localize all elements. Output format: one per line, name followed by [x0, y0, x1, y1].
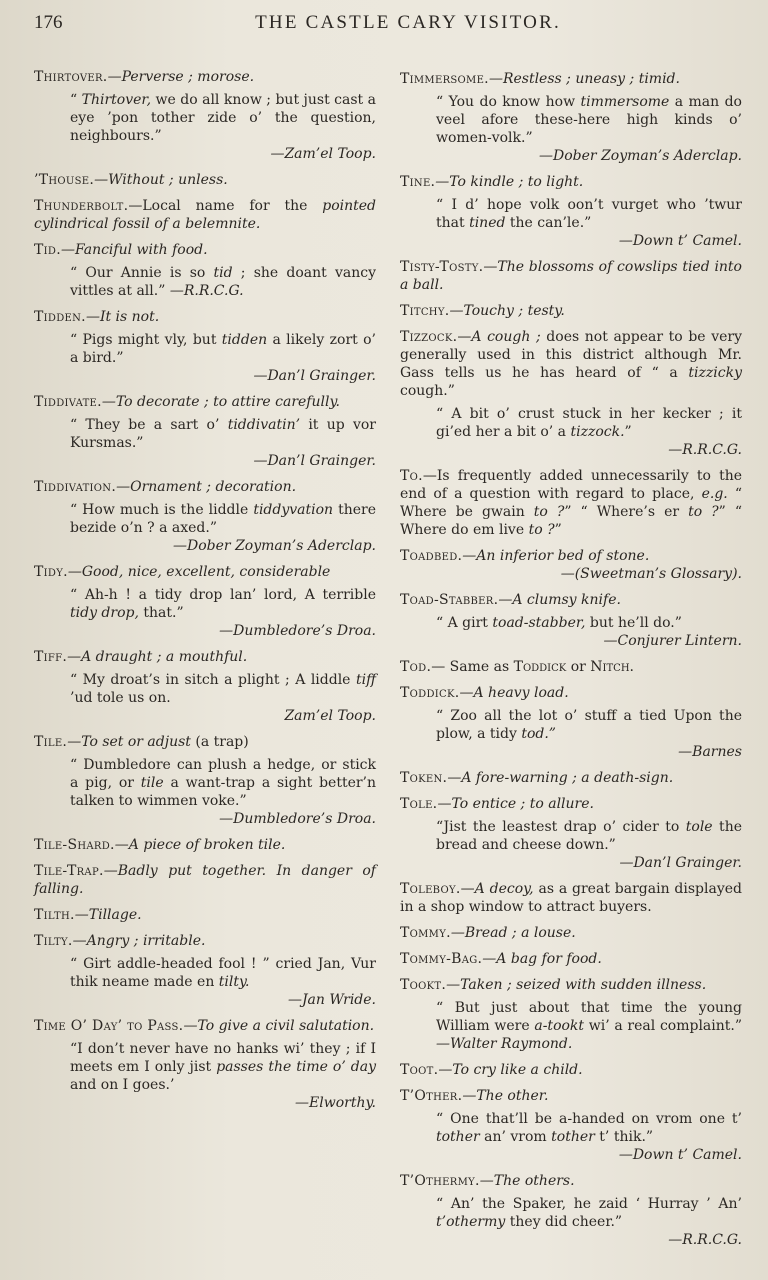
entry-head [400, 328, 742, 400]
entry-head [34, 171, 376, 189]
quotation: “ I d’ hope volk oon’t vurget who ’twur that tined the can’le.” [436, 197, 742, 231]
glossary-entry [34, 308, 376, 385]
emphasis: tiddyvation [253, 502, 334, 518]
entry-head [400, 70, 742, 88]
quotation: “ One that’ll be a-handed on vrom one t’ tother an’ vrom tother t’ thik.” [436, 1111, 742, 1145]
entry-head [400, 976, 742, 994]
emphasis: tizzicky [688, 365, 742, 381]
emphasis: tod.” [521, 726, 556, 742]
quotation-source: —Elworthy. [295, 1095, 376, 1111]
headword: Tole. [400, 796, 438, 812]
entry-head [400, 769, 742, 787]
glossary-entry [34, 563, 376, 640]
definition: —To give a civil salutation. [183, 1018, 375, 1034]
headword: Tiddivation. [34, 479, 117, 495]
glossary-entry [400, 173, 742, 250]
quotation-source: —R.R.C.G. [668, 442, 742, 458]
entry-head [34, 241, 376, 259]
quotation: “ My droat’s in sitch a plight ; A liddle tiff ’ud tole us on. [70, 672, 376, 706]
quotation: “ Zoo all the lot o’ stuff a tied Upon the plow, a tidy tod.” [436, 708, 742, 742]
definition: —To cry like a child. [438, 1062, 583, 1078]
definition: —Is frequently added unnecessarily to the end of a question with regard to place, e.g. “ Where be gwain to ?” “ Where’s er to ?” “ Where do em live to ?” [400, 468, 743, 538]
running-title: THE CASTLE CARY VISITOR. [255, 12, 561, 33]
definition: —Bread ; a louse. [450, 925, 576, 941]
headword: Tine. [400, 174, 436, 190]
quotation: “ Girt addle-headed fool ! ” cried Jan, Vur thik neame made en tilty. [70, 956, 376, 990]
glossary-entry [34, 1017, 376, 1112]
emphasis: tid [213, 265, 233, 281]
cross-reference: Toddick [513, 659, 567, 675]
glossary-entry [400, 302, 742, 320]
emphasis: Thirtover, [81, 92, 152, 108]
glossary-columns [34, 50, 742, 1257]
entry-head [400, 467, 742, 539]
definition: —Angry ; irritable. [72, 933, 206, 949]
emphasis: tiddivatin’ [227, 417, 301, 433]
glossary-entry [400, 1172, 742, 1249]
definition-note: (a trap) [190, 734, 249, 750]
entry-head [400, 1087, 742, 1105]
entry-head [34, 648, 376, 666]
page-number: 176 [34, 12, 63, 33]
definition: —A bag for food. [482, 951, 602, 967]
entry-head [400, 258, 742, 294]
quotation-source: —(Sweetman’s Glossary). [560, 566, 742, 582]
entry-head [34, 1017, 376, 1035]
entry-head [400, 302, 742, 320]
page-header [34, 10, 742, 50]
headword: Tod. [400, 659, 432, 675]
emphasis: tiff [355, 672, 376, 688]
glossary-entry [400, 924, 742, 942]
quotation-source: —Jan Wride. [287, 992, 376, 1008]
definition: —Without ; unless. [94, 172, 228, 188]
entry-head [34, 563, 376, 581]
definition: —It is not. [85, 309, 160, 325]
headword: Tiddivate. [34, 394, 102, 410]
glossary-entry [400, 1087, 742, 1164]
entry-head [34, 932, 376, 950]
glossary-entry [34, 862, 376, 898]
headword: Toleboy. [400, 881, 461, 897]
emphasis: to ? [688, 504, 719, 520]
entry-head [400, 795, 742, 813]
emphasis: a-tookt [534, 1018, 585, 1034]
glossary-entry [400, 591, 742, 650]
glossary-entry [34, 932, 376, 1009]
quotation-source: —Conjurer Lintern. [603, 633, 742, 649]
glossary-entry [400, 769, 742, 787]
definition: —Good, nice, excellent, considerable [67, 564, 331, 580]
emphasis: tile [140, 775, 164, 791]
emphasis: tother [436, 1129, 480, 1145]
headword: Thirtover. [34, 69, 108, 85]
definition: —Fanciful with food. [60, 242, 208, 258]
definition: —Touchy ; testy. [449, 303, 565, 319]
headword: Toad-Stabber. [400, 592, 499, 608]
glossary-entry [34, 241, 376, 300]
glossary-entry [400, 1061, 742, 1079]
entry-head [34, 68, 376, 86]
emphasis: to ? [533, 504, 565, 520]
entry-head [400, 924, 742, 942]
headword: Tidy. [34, 564, 68, 580]
emphasis: tother [551, 1129, 595, 1145]
emphasis: timmersome [580, 94, 670, 110]
definition: —A cough ; does not appear to be very generally used in this district although Mr. Gass tells us he has heard of “ a tizzicky cough.” [400, 329, 742, 399]
entry-head [34, 197, 376, 233]
definition: —To set or adjust [67, 734, 191, 750]
emphasis: e.g. [701, 486, 728, 502]
entry-head [400, 880, 742, 916]
glossary-entry [34, 197, 376, 233]
emphasis: tidy drop, [70, 605, 139, 621]
glossary-entry [400, 684, 742, 761]
definition: —Ornament ; decoration. [116, 479, 297, 495]
glossary-entry [400, 328, 742, 459]
glossary-entry [400, 880, 742, 916]
quotation-source: —Down t’ Camel. [618, 1147, 742, 1163]
headword: Toadbed. [400, 548, 463, 564]
glossary-entry [34, 68, 376, 163]
definition: —Restless ; uneasy ; timid. [488, 71, 680, 87]
entry-head [400, 684, 742, 702]
headword: Titchy. [400, 303, 450, 319]
glossary-entry [34, 171, 376, 189]
quotation-source: —Barnes [678, 744, 742, 760]
entry-head [400, 1172, 742, 1190]
definition: —A draught ; a mouthful. [67, 649, 248, 665]
entry-head [34, 836, 376, 854]
headword: Tiff. [34, 649, 68, 665]
headword: Tisty-Tosty. [400, 259, 484, 275]
emphasis: tole [685, 819, 713, 835]
headword: Thunderbolt. [34, 198, 129, 214]
left-column [34, 68, 376, 1257]
entry-head [400, 658, 742, 676]
headword: Toddick. [400, 685, 460, 701]
quotation-source: —Dober Zoyman’s Aderclap. [539, 148, 742, 164]
cross-reference: Nitch. [590, 659, 634, 675]
entry-head [34, 733, 376, 751]
entry-head [34, 862, 376, 898]
glossary-entry [34, 906, 376, 924]
quotation-source: —Dumbledore’s Droa. [219, 623, 376, 639]
glossary-entry [400, 658, 742, 676]
quotation: “ Thirtover, we do all know ; but just cast a eye ’pon tother zide o’ the question, neighbours.” [70, 92, 377, 144]
glossary-entry [34, 836, 376, 854]
quotation-source: —Dumbledore’s Droa. [219, 811, 376, 827]
definition: —The other. [462, 1088, 549, 1104]
headword: Toot. [400, 1062, 439, 1078]
headword: T’Othermy. [400, 1173, 480, 1189]
definition: — Same as Toddick or Nitch. [431, 659, 634, 675]
definition: —The others. [479, 1173, 575, 1189]
quotation: “ Pigs might vly, but tidden a likely zort o’ a bird.” [70, 332, 376, 366]
emphasis: tizzock. [570, 424, 625, 440]
headword: Tile-Trap. [34, 863, 104, 879]
emphasis: tined [469, 215, 506, 231]
headword: Token. [400, 770, 448, 786]
emphasis: —Walter Raymond. [436, 1036, 573, 1052]
quotation: “ Ah-h ! a tidy drop lan’ lord, A terrible tidy drop, that.” [70, 587, 376, 621]
glossary-entry [400, 70, 742, 165]
headword: Tilth. [34, 907, 75, 923]
emphasis: tilty. [218, 974, 250, 990]
definition: —A piece of broken tile. [114, 837, 286, 853]
glossary-entry [400, 258, 742, 294]
headword: Tid. [34, 242, 61, 258]
quotation: “ A girt toad-stabber, but he’ll do.” [436, 615, 682, 631]
glossary-entry [400, 950, 742, 968]
quotation: “I don’t never have no hanks wi’ they ; if I meets em I only jist passes the time o’ day and on I goes.’ [70, 1041, 376, 1093]
definition: —A heavy load. [459, 685, 569, 701]
quotation-source: —R.R.C.G. [668, 1232, 742, 1248]
quotation-source: —Dober Zoyman’s Aderclap. [173, 538, 376, 554]
glossary-entry [400, 976, 742, 1053]
quotation-source: —Dan’l Grainger. [619, 855, 742, 871]
definition: —A clumsy knife. [498, 592, 621, 608]
entry-head [34, 393, 376, 411]
headword: Tilty. [34, 933, 73, 949]
definition: —A decoy, as a great bargain displayed in a shop window to attract buyers. [400, 881, 742, 915]
glossary-entry [400, 795, 742, 872]
quotation-source: —Dan’l Grainger. [253, 453, 376, 469]
glossary-entry [34, 393, 376, 470]
emphasis: tidden [221, 332, 268, 348]
entry-head [400, 591, 742, 609]
definition: —Perverse ; morose. [107, 69, 255, 85]
glossary-entry [400, 547, 742, 583]
headword: Tookt. [400, 977, 447, 993]
headword: Tidden. [34, 309, 86, 325]
quotation: “Jist the leastest drap o’ cider to tole the bread and cheese down.” [436, 819, 742, 853]
glossary-entry [34, 733, 376, 828]
definition: —Taken ; seized with sudden illness. [446, 977, 707, 993]
emphasis: t’othermy [436, 1214, 506, 1230]
definition: —To entice ; to allure. [437, 796, 594, 812]
definition: —A fore-warning ; a death-sign. [447, 770, 674, 786]
entry-head [34, 478, 376, 496]
definition: —Local name for the pointed cylindrical fossil of a belemnite. [34, 198, 376, 232]
entry-head [400, 547, 742, 565]
quotation: “ You do know how timmersome a man do veel afore these-here high kinds o’ women-volk.” [436, 94, 742, 146]
headword: Tile. [34, 734, 68, 750]
entry-head [34, 906, 376, 924]
headword: Time O’ Day’ to Pass. [34, 1018, 184, 1034]
quotation-source: —Down t’ Camel. [618, 233, 742, 249]
quotation: “ They be a sart o’ tiddivatin’ it up vor Kursmas.” [70, 417, 376, 451]
emphasis: pointed cylindrical fossil of a belemnite. [34, 198, 376, 232]
headword: Tommy-Bag. [400, 951, 483, 967]
entry-head [400, 173, 742, 191]
headword: T’Other. [400, 1088, 463, 1104]
emphasis: A cough ; [471, 329, 541, 345]
entry-head [400, 950, 742, 968]
headword: Timmersome. [400, 71, 489, 87]
headword: Tizzock. [400, 329, 458, 345]
definition: —To kindle ; to light. [435, 174, 584, 190]
definition: —An inferior bed of stone. [462, 548, 650, 564]
emphasis: toad-stabber, [492, 615, 586, 631]
quotation-source: Zam’el Toop. [284, 708, 376, 724]
definition: —The blossoms of cowslips tied into a ball. [400, 259, 742, 293]
headword: ’Thouse. [34, 172, 95, 188]
quotation-source: —Dan’l Grainger. [253, 368, 376, 384]
headword: To. [400, 468, 423, 484]
definition: —To decorate ; to attire carefully. [101, 394, 340, 410]
emphasis: to ? [528, 522, 555, 538]
headword: Tommy. [400, 925, 451, 941]
quotation: “ An’ the Spaker, he zaid ‘ Hurray ’ An’ t’othermy they did cheer.” [436, 1196, 742, 1230]
emphasis: A decoy, [474, 881, 534, 897]
quotation-source: —Zam’el Toop. [270, 146, 376, 162]
quotation: “ A bit o’ crust stuck in her kecker ; it gi’ed her a bit o’ a tizzock.” [436, 406, 742, 440]
glossary-entry [400, 467, 742, 539]
right-column [400, 70, 742, 1257]
headword: Tile-Shard. [34, 837, 115, 853]
definition: —Badly put together. In danger of falling. [34, 863, 376, 897]
entry-head [400, 1061, 742, 1079]
glossary-entry [34, 478, 376, 555]
definition: —Tillage. [74, 907, 142, 923]
quotation: “ But just about that time the young William were a-tookt wi’ a real complaint.” —Walter Raymond. [436, 1000, 743, 1052]
emphasis: passes the time o’ day [216, 1059, 376, 1075]
entry-head [34, 308, 376, 326]
quotation: “ How much is the liddle tiddyvation there bezide o’n ? a axed.” [70, 502, 376, 536]
quotation: “ Our Annie is so tid ; she doant vancy vittles at all.” —R.R.C.G. [70, 265, 377, 299]
glossary-entry [34, 648, 376, 725]
quotation: “ Dumbledore can plush a hedge, or stick a pig, or tile a want-trap a sight better’n talken to wimmen voke.” [70, 757, 377, 809]
quotation-source: —R.R.C.G. [169, 283, 244, 299]
